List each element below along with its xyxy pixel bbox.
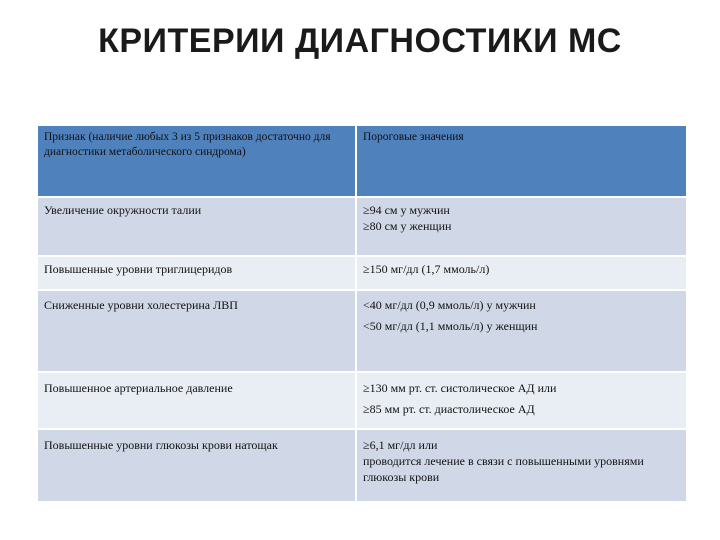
sign-cell: Увеличение окружности талии (38, 198, 355, 255)
threshold-line: <50 мг/дл (1,1 ммоль/л) у женщин (363, 319, 538, 333)
threshold-line: <40 мг/дл (0,9 ммоль/л) у мужчин (363, 298, 536, 312)
threshold-line: ≥130 мм рт. ст. систолическое АД или (363, 381, 557, 395)
table-row (38, 373, 686, 428)
threshold-cell (357, 291, 686, 371)
threshold-cell (357, 430, 686, 501)
sign-cell: Повышенные уровни глюкозы крови натощак (38, 430, 355, 501)
header-cell-threshold: Пороговые значения (357, 126, 686, 196)
sign-cell: Повышенное артериальное давление (38, 373, 355, 428)
sign-cell: Сниженные уровни холестерина ЛВП (38, 291, 355, 371)
threshold-line: проводится лечение в связи с повышенными уровнями глюкозы крови (363, 454, 644, 484)
threshold-cell (357, 198, 686, 255)
threshold-line: ≥6,1 мг/дл или (363, 438, 438, 452)
table-row (38, 291, 686, 371)
table-row (38, 430, 686, 501)
threshold-cell (357, 257, 686, 289)
threshold-cell (357, 373, 686, 428)
threshold-line: ≥85 мм рт. ст. диастолическое АД (363, 402, 535, 416)
threshold-line: ≥80 см у женщин (363, 219, 452, 233)
criteria-table (36, 124, 688, 503)
threshold-line: ≥94 см у мужчин (363, 203, 450, 217)
page-title: КРИТЕРИИ ДИАГНОСТИКИ МС (98, 22, 622, 60)
table-row (38, 257, 686, 289)
sign-cell: Повышенные уровни триглицеридов (38, 257, 355, 289)
header-cell-sign: Признак (наличие любых 3 из 5 признаков достаточно для диагностики метаболического синдрома) (38, 126, 355, 196)
threshold-line: ≥150 мг/дл (1,7 ммоль/л) (363, 262, 490, 276)
table-header-row (38, 126, 686, 196)
table-row (38, 198, 686, 255)
